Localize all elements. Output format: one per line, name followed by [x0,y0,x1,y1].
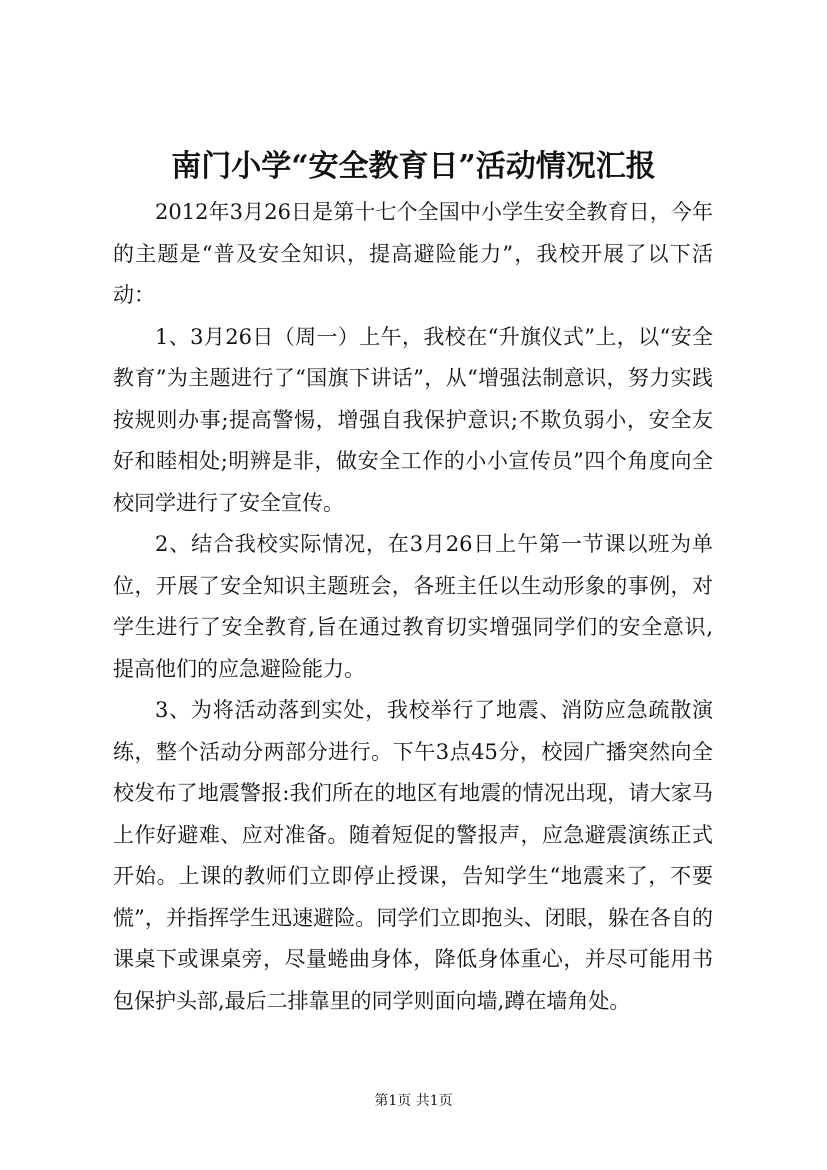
page-footer: 第1页 共1页 [374,1093,453,1109]
paragraph-item-2: 2、结合我校实际情况，在3月26日上午第一节课以班为单位，开展了安全知识主题班会，各班主任以生动形象的事例，对学生进行了安全教育,旨在通过教育切实增强同学们的安全意识,提高他们的应急避险能力。 [113,532,713,681]
paragraph-item-3: 3、为将活动落到实处，我校举行了地震、消防应急疏散演练，整个活动分两部分进行。下午3点45分，校园广播突然向全校发布了地震警报:我们所在的地区有地震的情况出现，请大家马上作好避难、应对准备。随着短促的警报声，应急避震演练正式开始。上课的教师们立即停止授课，告知学生“地震来了，不要慌”，并指挥学生迅速避险。同学们立即抱头、闭眼，躲在各自的课桌下或课桌旁，尽量蜷曲身体，降低身体重心，并尽可能用书包保护头部,最后二排靠里的同学则面向墙,蹲在墙角处。 [113,698,713,1013]
document-title: 南门小学“安全教育日”活动情况汇报 [171,149,656,184]
paragraph-item-1: 1、3月26日（周一）上午，我校在“升旗仪式”上，以“安全教育”为主题进行了“国旗下讲话”，从“增强法制意识，努力实践按规则办事;提高警惕，增强自我保护意识;不欺负弱小，安全友好和睦相处;明辨是非，做安全工作的小小宣传员”四个角度向全校同学进行了安全宣传。 [113,324,713,515]
paragraph-intro: 2012年3月26日是第十七个全国中小学生安全教育日，今年的主题是“普及安全知识，提高避险能力”，我校开展了以下活动： [113,200,713,307]
document-body [113,192,713,1022]
